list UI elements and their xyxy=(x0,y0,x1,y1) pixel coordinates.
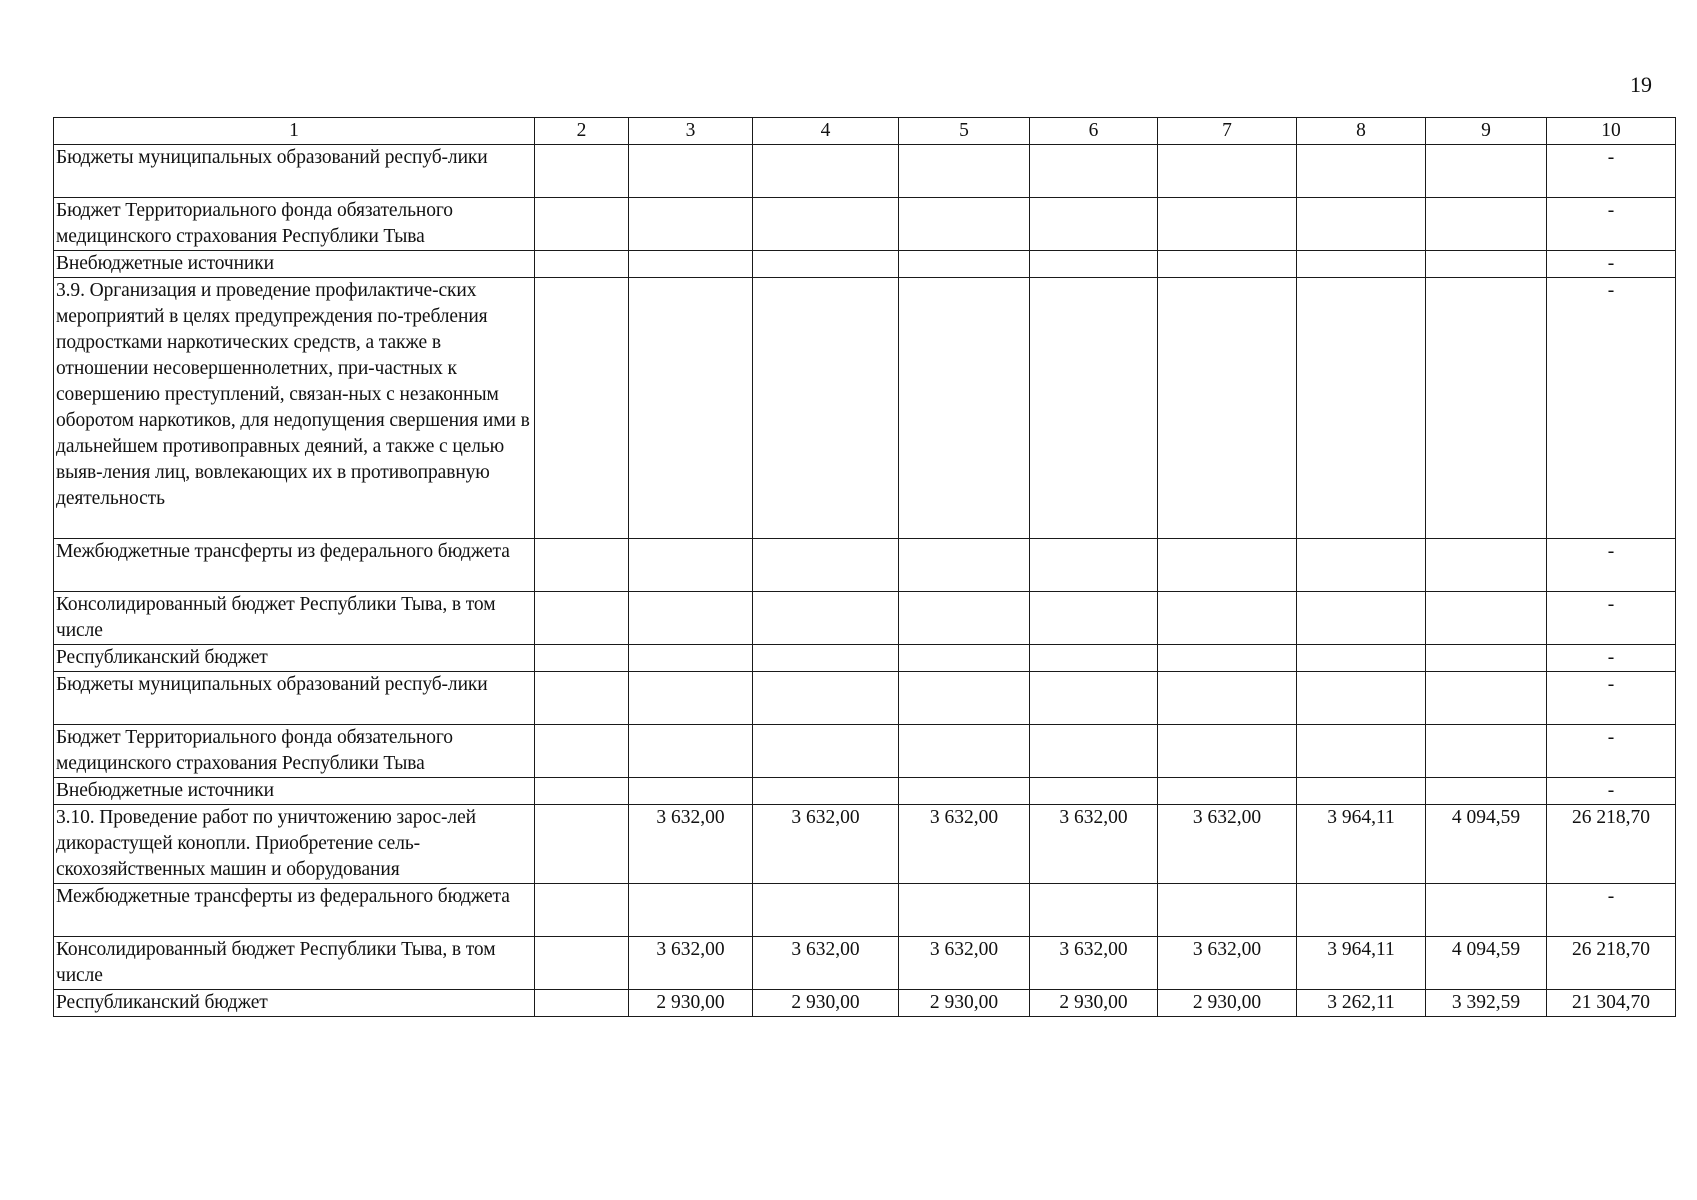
cell-col-6 xyxy=(1030,198,1158,251)
cell-col-5 xyxy=(899,251,1030,278)
cell-col-7 xyxy=(1158,251,1297,278)
table-row xyxy=(54,778,1676,805)
cell-col-8 xyxy=(1297,251,1426,278)
cell-col-3 xyxy=(629,645,753,672)
cell-col-5 xyxy=(899,145,1030,198)
table-row xyxy=(54,539,1676,592)
cell-col-8: 3 964,11 xyxy=(1297,805,1426,884)
row-label: 3.9. Организация и проведение профилактиче-ских мероприятий в целях предупреждения по-требления подростками наркотических средств, а также в отношении несовершеннолетних, при-частных к совершению преступлений, связан-ных с незаконным оборотом наркотиков, для недопущения свершения ими в дальнейшем противоправных деяний, а также с целью выяв-ления лиц, вовлекающих их в противоправную деятельность xyxy=(54,278,535,539)
cell-col-8 xyxy=(1297,145,1426,198)
cell-col-7 xyxy=(1158,198,1297,251)
table-row xyxy=(54,592,1676,645)
cell-col-8 xyxy=(1297,278,1426,539)
cell-col-8 xyxy=(1297,645,1426,672)
cell-col-9 xyxy=(1426,884,1547,937)
cell-col-8: 3 964,11 xyxy=(1297,937,1426,990)
cell-col-7 xyxy=(1158,778,1297,805)
cell-col-2 xyxy=(535,198,629,251)
table-body xyxy=(54,145,1676,1017)
cell-col-7 xyxy=(1158,539,1297,592)
cell-col-3 xyxy=(629,672,753,725)
cell-col-3 xyxy=(629,539,753,592)
cell-col-5 xyxy=(899,592,1030,645)
header-row xyxy=(54,118,1676,145)
column-header-8: 8 xyxy=(1297,118,1426,145)
cell-col-4 xyxy=(753,592,899,645)
table-row xyxy=(54,990,1676,1017)
cell-col-4 xyxy=(753,672,899,725)
table-row xyxy=(54,884,1676,937)
cell-col-4 xyxy=(753,725,899,778)
cell-col-2 xyxy=(535,251,629,278)
cell-col-9 xyxy=(1426,251,1547,278)
cell-col-9: 4 094,59 xyxy=(1426,937,1547,990)
cell-col-7 xyxy=(1158,645,1297,672)
cell-col-8: 3 262,11 xyxy=(1297,990,1426,1017)
cell-col-7 xyxy=(1158,672,1297,725)
row-label: 3.10. Проведение работ по уничтожению зарос-лей дикорастущей конопли. Приобретение сель-скохозяйственных машин и оборудования xyxy=(54,805,535,884)
cell-col-9 xyxy=(1426,645,1547,672)
column-header-2: 2 xyxy=(535,118,629,145)
column-header-10: 10 xyxy=(1547,118,1676,145)
cell-col-9 xyxy=(1426,278,1547,539)
cell-col-4 xyxy=(753,778,899,805)
cell-col-5 xyxy=(899,278,1030,539)
row-label: Республиканский бюджет xyxy=(54,990,535,1017)
cell-col-6: 3 632,00 xyxy=(1030,805,1158,884)
column-header-9: 9 xyxy=(1426,118,1547,145)
column-header-5: 5 xyxy=(899,118,1030,145)
cell-col-10: - xyxy=(1547,539,1676,592)
row-label: Внебюджетные источники xyxy=(54,778,535,805)
row-label: Межбюджетные трансферты из федерального бюджета xyxy=(54,884,535,937)
column-header-4: 4 xyxy=(753,118,899,145)
cell-col-4: 3 632,00 xyxy=(753,937,899,990)
cell-col-6 xyxy=(1030,884,1158,937)
cell-col-10: - xyxy=(1547,145,1676,198)
cell-col-6 xyxy=(1030,251,1158,278)
cell-col-10: - xyxy=(1547,278,1676,539)
cell-col-10: - xyxy=(1547,725,1676,778)
cell-col-2 xyxy=(535,725,629,778)
cell-col-6 xyxy=(1030,725,1158,778)
row-label: Межбюджетные трансферты из федерального бюджета xyxy=(54,539,535,592)
table-row xyxy=(54,145,1676,198)
cell-col-3 xyxy=(629,725,753,778)
row-label: Республиканский бюджет xyxy=(54,645,535,672)
table-row xyxy=(54,251,1676,278)
cell-col-9: 4 094,59 xyxy=(1426,805,1547,884)
cell-col-4 xyxy=(753,278,899,539)
cell-col-8 xyxy=(1297,539,1426,592)
cell-col-8 xyxy=(1297,198,1426,251)
cell-col-9: 3 392,59 xyxy=(1426,990,1547,1017)
table-row xyxy=(54,672,1676,725)
cell-col-6: 3 632,00 xyxy=(1030,937,1158,990)
table-row xyxy=(54,198,1676,251)
cell-col-4 xyxy=(753,251,899,278)
cell-col-9 xyxy=(1426,539,1547,592)
cell-col-10: 21 304,70 xyxy=(1547,990,1676,1017)
cell-col-8 xyxy=(1297,592,1426,645)
cell-col-5 xyxy=(899,778,1030,805)
cell-col-6 xyxy=(1030,778,1158,805)
cell-col-5 xyxy=(899,198,1030,251)
cell-col-2 xyxy=(535,278,629,539)
cell-col-10: - xyxy=(1547,592,1676,645)
cell-col-4 xyxy=(753,539,899,592)
page-number: 19 xyxy=(1630,72,1652,97)
cell-col-9 xyxy=(1426,198,1547,251)
cell-col-2 xyxy=(535,805,629,884)
cell-col-7 xyxy=(1158,725,1297,778)
table-row xyxy=(54,725,1676,778)
cell-col-6 xyxy=(1030,539,1158,592)
cell-col-7 xyxy=(1158,278,1297,539)
cell-col-8 xyxy=(1297,884,1426,937)
cell-col-5: 2 930,00 xyxy=(899,990,1030,1017)
cell-col-2 xyxy=(535,645,629,672)
cell-col-2 xyxy=(535,990,629,1017)
cell-col-3 xyxy=(629,198,753,251)
cell-col-4 xyxy=(753,145,899,198)
cell-col-4 xyxy=(753,198,899,251)
cell-col-5 xyxy=(899,645,1030,672)
column-header-6: 6 xyxy=(1030,118,1158,145)
cell-col-3: 3 632,00 xyxy=(629,805,753,884)
row-label: Бюджет Территориального фонда обязательного медицинского страхования Республики Тыва xyxy=(54,198,535,251)
table-row xyxy=(54,937,1676,990)
cell-col-3: 3 632,00 xyxy=(629,937,753,990)
row-label: Внебюджетные источники xyxy=(54,251,535,278)
cell-col-6 xyxy=(1030,645,1158,672)
cell-col-3 xyxy=(629,884,753,937)
cell-col-4 xyxy=(753,645,899,672)
cell-col-10: - xyxy=(1547,884,1676,937)
cell-col-5 xyxy=(899,884,1030,937)
cell-col-7: 3 632,00 xyxy=(1158,805,1297,884)
cell-col-8 xyxy=(1297,778,1426,805)
table-row xyxy=(54,278,1676,539)
cell-col-9 xyxy=(1426,778,1547,805)
cell-col-5: 3 632,00 xyxy=(899,937,1030,990)
cell-col-6: 2 930,00 xyxy=(1030,990,1158,1017)
cell-col-5 xyxy=(899,539,1030,592)
table-row xyxy=(54,645,1676,672)
row-label: Консолидированный бюджет Республики Тыва, в том числе xyxy=(54,592,535,645)
cell-col-3 xyxy=(629,778,753,805)
cell-col-9 xyxy=(1426,145,1547,198)
cell-col-10: 26 218,70 xyxy=(1547,805,1676,884)
cell-col-2 xyxy=(535,592,629,645)
cell-col-2 xyxy=(535,145,629,198)
cell-col-9 xyxy=(1426,592,1547,645)
row-label: Консолидированный бюджет Республики Тыва, в том числе xyxy=(54,937,535,990)
cell-col-2 xyxy=(535,937,629,990)
column-header-3: 3 xyxy=(629,118,753,145)
cell-col-3: 2 930,00 xyxy=(629,990,753,1017)
cell-col-3 xyxy=(629,251,753,278)
cell-col-7: 3 632,00 xyxy=(1158,937,1297,990)
cell-col-4 xyxy=(753,884,899,937)
cell-col-6 xyxy=(1030,278,1158,539)
cell-col-4: 3 632,00 xyxy=(753,805,899,884)
row-label: Бюджет Территориального фонда обязательного медицинского страхования Республики Тыва xyxy=(54,725,535,778)
row-label: Бюджеты муниципальных образований респуб-лики xyxy=(54,672,535,725)
cell-col-5: 3 632,00 xyxy=(899,805,1030,884)
cell-col-2 xyxy=(535,778,629,805)
cell-col-10: - xyxy=(1547,778,1676,805)
cell-col-6 xyxy=(1030,672,1158,725)
cell-col-8 xyxy=(1297,672,1426,725)
cell-col-2 xyxy=(535,884,629,937)
cell-col-6 xyxy=(1030,145,1158,198)
cell-col-8 xyxy=(1297,725,1426,778)
cell-col-7: 2 930,00 xyxy=(1158,990,1297,1017)
cell-col-3 xyxy=(629,278,753,539)
cell-col-9 xyxy=(1426,672,1547,725)
cell-col-10: 26 218,70 xyxy=(1547,937,1676,990)
cell-col-2 xyxy=(535,672,629,725)
cell-col-4: 2 930,00 xyxy=(753,990,899,1017)
cell-col-3 xyxy=(629,145,753,198)
cell-col-7 xyxy=(1158,145,1297,198)
budget-table xyxy=(53,117,1676,1017)
cell-col-9 xyxy=(1426,725,1547,778)
cell-col-2 xyxy=(535,539,629,592)
column-header-7: 7 xyxy=(1158,118,1297,145)
cell-col-10: - xyxy=(1547,672,1676,725)
cell-col-6 xyxy=(1030,592,1158,645)
row-label: Бюджеты муниципальных образований респуб-лики xyxy=(54,145,535,198)
cell-col-5 xyxy=(899,672,1030,725)
cell-col-7 xyxy=(1158,592,1297,645)
table-row xyxy=(54,805,1676,884)
column-header-1: 1 xyxy=(54,118,535,145)
cell-col-5 xyxy=(899,725,1030,778)
cell-col-3 xyxy=(629,592,753,645)
cell-col-7 xyxy=(1158,884,1297,937)
cell-col-10: - xyxy=(1547,645,1676,672)
cell-col-10: - xyxy=(1547,198,1676,251)
cell-col-10: - xyxy=(1547,251,1676,278)
